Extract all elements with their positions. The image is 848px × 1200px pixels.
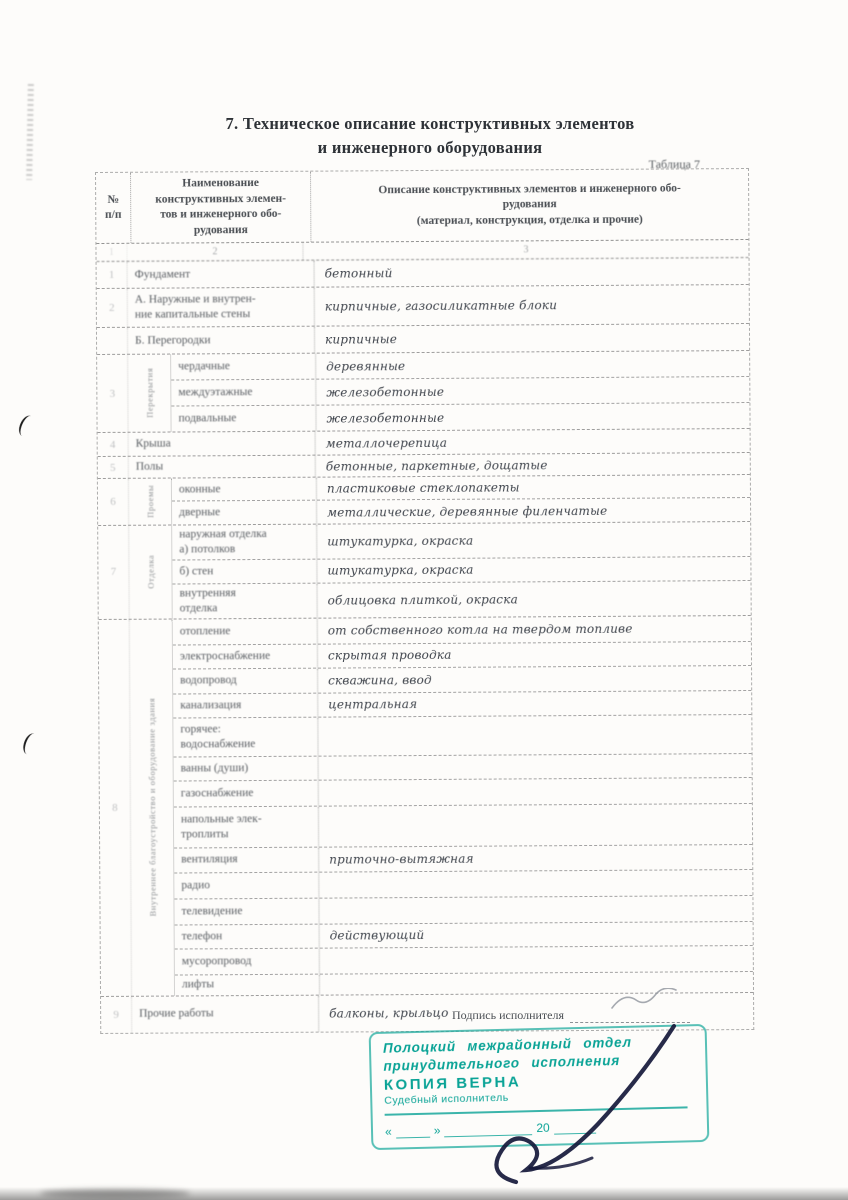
block-main [128, 324, 749, 354]
element-name: электроснабжение [173, 644, 318, 668]
stamp-quote-close: » [433, 1123, 441, 1138]
element-value: скважина, ввод [328, 672, 432, 688]
element-value: кирпичные, газосиликатные блоки [324, 298, 558, 314]
scan-artifact-mark [21, 731, 41, 756]
element-value: пластиковые стеклопакеты [326, 480, 520, 496]
document-title-line2: и инженерного оборудования [317, 137, 543, 157]
element-name: телефон [175, 924, 320, 948]
table-row [171, 351, 749, 381]
table-block [98, 522, 751, 620]
element-name: Полы [129, 456, 316, 478]
element-name: Б. Перегородки [128, 327, 315, 354]
element-value: штукатурка, окраска [327, 533, 474, 549]
element-value: железобетонные [326, 410, 445, 426]
block-main [129, 475, 750, 525]
element-name: лифты [175, 974, 320, 995]
block-rows [173, 616, 753, 996]
element-name: радио [174, 872, 319, 898]
element-value: бетонный [324, 266, 393, 281]
table-header-row [96, 169, 748, 244]
element-value: железобетонные [326, 384, 445, 400]
table-block [97, 351, 749, 433]
element-name: водопровод [173, 668, 318, 693]
header-number-column: № п/п [96, 173, 131, 243]
element-value: металлочерепица [325, 435, 448, 451]
block-main [128, 285, 749, 327]
row-number: 8 [99, 620, 132, 996]
group-label-text: Перекрытия [144, 368, 155, 419]
stamp-org-line2: принудительного исполнения [383, 1052, 621, 1074]
element-value: облицовка плиткой, окраска [327, 592, 518, 608]
element-name: Крыша [129, 432, 316, 456]
element-name: ванны (души) [174, 756, 319, 780]
element-name: канализация [173, 693, 318, 717]
table-row [171, 403, 749, 432]
table-block [97, 258, 749, 289]
table-body [97, 258, 754, 1033]
element-name: наружная отделка а) потолков [172, 525, 317, 560]
table-row [173, 581, 751, 618]
element-name: подвальные [171, 406, 316, 432]
element-value [320, 946, 753, 974]
block-rows [172, 475, 750, 525]
element-name: А. Наружные и внутрен- ние капитальные стены [128, 288, 315, 327]
document-title-line1: 7. Техническое описание конструктивных элементов [225, 114, 635, 133]
header-name-column: Наименование конструктивных элемен- тов и инженерного обо- рудования [131, 172, 311, 243]
table-row [128, 324, 749, 354]
element-value [320, 972, 753, 995]
element-name: Фундамент [128, 261, 315, 288]
table-row [174, 778, 752, 808]
stamp-year-prefix: 20 [536, 1120, 550, 1136]
row-number: 9 [101, 997, 132, 1033]
element-name: отопление [173, 618, 318, 644]
element-name: внутренняя отделка [173, 584, 318, 619]
element-name: мусоропровод [175, 948, 320, 974]
table-row [173, 616, 751, 646]
group-label [129, 526, 173, 619]
stamp-rule [385, 1106, 688, 1115]
small-handwritten-signature [610, 988, 680, 1014]
table-row [129, 429, 750, 456]
element-value: центральная [328, 697, 418, 712]
scan-artifact-mark [16, 413, 37, 438]
scan-edge-shadow [40, 1189, 190, 1198]
stamp-role-line: Судебный исполнитель [384, 1091, 509, 1107]
block-rows [128, 258, 749, 288]
stamp-date-line [385, 1117, 697, 1139]
block-rows [129, 453, 750, 478]
table-row [173, 691, 751, 719]
row-number: 3 [97, 355, 128, 432]
column-number-2: 2 [127, 243, 303, 261]
block-rows [128, 324, 749, 354]
block-rows [129, 429, 750, 456]
element-value [318, 715, 751, 756]
table-row [174, 804, 752, 849]
block-rows [171, 351, 749, 432]
element-value [319, 896, 752, 924]
element-value [319, 870, 752, 898]
stamp-date-blank-month [444, 1123, 532, 1137]
element-name: б) стен [172, 560, 317, 584]
stamp-copy-verna: КОПИЯ ВЕРНА [383, 1073, 522, 1094]
element-name: Прочие работы [132, 995, 319, 1032]
element-name: газоснабжение [174, 780, 319, 806]
table-row [173, 715, 751, 758]
row-number [97, 328, 128, 354]
table-row [172, 498, 750, 525]
table-row [174, 896, 752, 926]
stamp-date-blank-day [396, 1126, 430, 1139]
table-block [97, 285, 749, 328]
table-block [97, 324, 749, 355]
block-main [128, 258, 749, 288]
element-value [319, 804, 752, 847]
group-label-text: Отделка [145, 555, 156, 590]
group-label-text: Проемы [144, 485, 156, 519]
table-row [128, 258, 749, 288]
element-name: горячее: водоснабжение [173, 717, 318, 756]
element-name: междуэтажные [171, 380, 316, 406]
block-main [128, 351, 749, 432]
element-name: чердачные [171, 354, 316, 380]
element-value: кирпичные [324, 332, 398, 347]
element-name: телевидение [174, 898, 319, 924]
table-row [174, 754, 752, 782]
construction-elements-table [95, 168, 754, 1034]
table-row [175, 946, 753, 976]
table-row [129, 453, 750, 478]
block-rows [128, 285, 749, 327]
stamp-quote-open: « [384, 1124, 392, 1139]
element-value: балконы, крыльцо [329, 1005, 449, 1021]
element-value: металлические, деревянные филенчатые [327, 503, 608, 520]
stamp-org-line1: Полоцкий межрайонный отдел [382, 1034, 632, 1056]
block-main [129, 522, 751, 619]
block-main [129, 453, 750, 478]
group-label-text: Внутреннее благоустройство и оборудование здания [146, 698, 158, 917]
element-value: действующий [329, 928, 425, 943]
row-number: 1 [97, 262, 128, 288]
row-number: 2 [97, 289, 128, 327]
stamp-date-blank-year [554, 1122, 596, 1135]
table-row [174, 870, 752, 900]
margin-smudge [26, 84, 34, 180]
group-label [130, 619, 175, 995]
group-label [128, 355, 171, 432]
block-main [129, 429, 750, 456]
element-value: приточно-вытяжная [329, 851, 474, 867]
document-title [140, 112, 720, 160]
table-row [173, 642, 751, 670]
table-row [128, 285, 749, 327]
block-main [130, 616, 753, 996]
table-row [171, 377, 749, 407]
official-stamp [369, 1024, 710, 1150]
block-rows [172, 522, 751, 618]
group-label [129, 479, 172, 525]
header-description-column: Описание конструктивных элементов и инженерного обо- рудования (материал, конструкция, отделка и прочие) [378, 182, 681, 227]
row-number: 4 [98, 433, 129, 456]
row-number: 5 [98, 457, 129, 478]
element-value: от собственного котла на твердом топливе [327, 622, 633, 638]
table-row [173, 666, 751, 695]
element-name: вентиляция [174, 847, 319, 872]
element-value [319, 778, 752, 806]
element-value: штукатурка, окраска [327, 563, 474, 579]
table-block [98, 475, 750, 526]
column-number-1: 1 [96, 244, 127, 261]
table-row [172, 522, 750, 560]
element-name: напольные элек- троплиты [174, 806, 319, 847]
element-value: деревянные [326, 358, 406, 374]
element-value: скрытая проводка [327, 648, 452, 663]
row-number: 6 [98, 479, 129, 525]
table-row [174, 845, 752, 874]
table-row [172, 557, 750, 585]
column-number-3: 3 [523, 244, 529, 256]
row-number: 7 [98, 526, 130, 619]
element-name: дверные [172, 501, 317, 525]
element-name: оконные [172, 478, 317, 501]
element-value [319, 754, 752, 780]
executor-signature-label: Подпись исполнителя [452, 1008, 564, 1022]
table-caption: Таблица 7 [648, 157, 700, 171]
table-block [99, 616, 753, 997]
element-value: бетонные, паркетные, дощатые [325, 457, 548, 474]
table-row [175, 922, 753, 950]
